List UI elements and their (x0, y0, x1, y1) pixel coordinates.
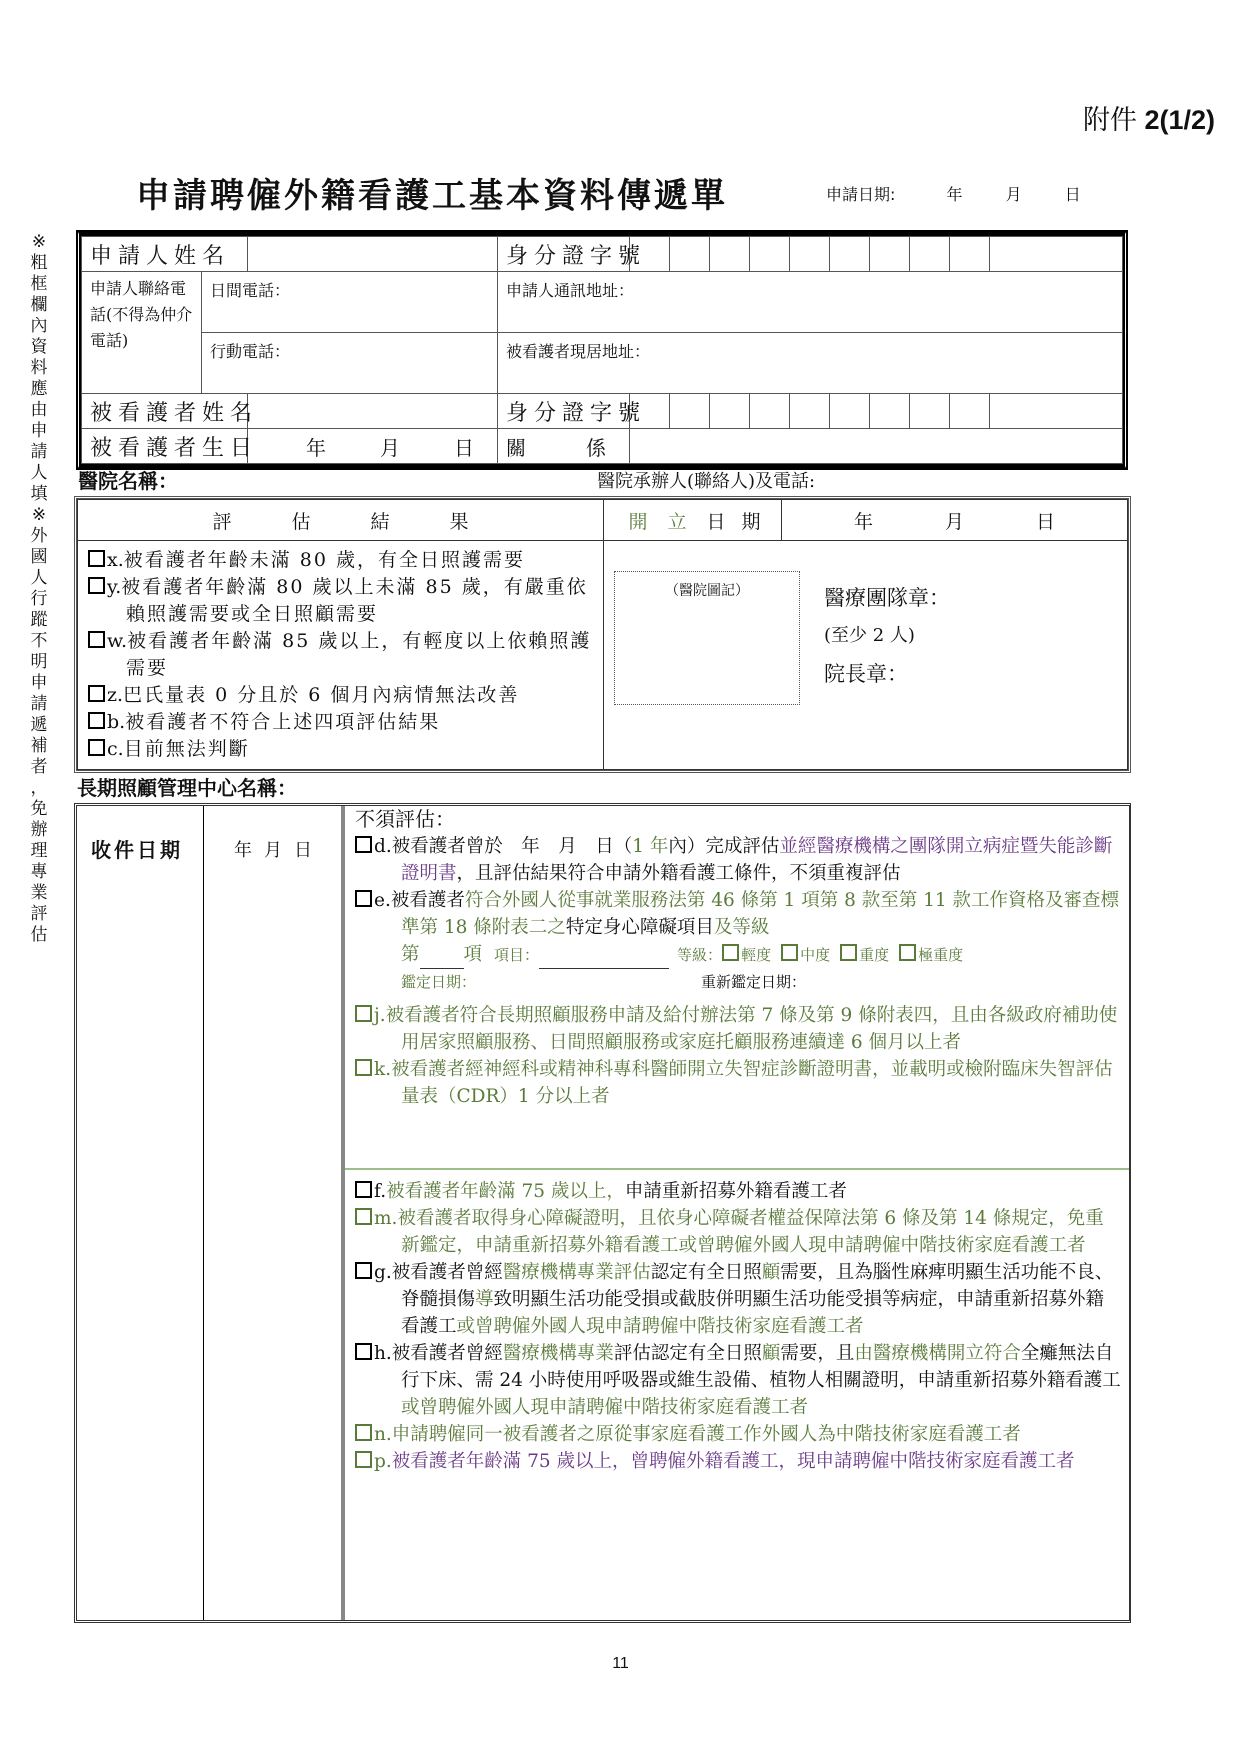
option-text: 內）完成評估 (668, 836, 780, 857)
side-note-char: 欄 (30, 295, 48, 315)
checkbox[interactable] (88, 685, 105, 702)
side-note-char: 業 (30, 883, 48, 903)
team-seal-area (824, 579, 1117, 693)
option-text: 導 (475, 1289, 494, 1310)
option-text: 被看護者經神經科或精神科專科醫師開立失智症診斷證明書，並載明或檢附臨床失智評估量表（CDR）1 分以上者 (391, 1059, 1113, 1107)
patient-id-box[interactable] (750, 394, 790, 429)
hospital-name-label: 醫院名稱： (78, 469, 178, 493)
option-text: 被看護者年齡未滿 80 歲，有全日照護需要 (123, 549, 526, 571)
receive-date-cell[interactable] (204, 806, 345, 1620)
checkbox[interactable] (355, 1005, 372, 1022)
attachment-label (1083, 98, 1215, 137)
option-text: 或曾聘僱外國人現申請聘僱中階技術家庭看護工者 (401, 1397, 809, 1418)
day-phone-field[interactable]: 日間電話： (202, 272, 498, 333)
grade-label: 極重度 (918, 946, 964, 964)
patient-address-field[interactable]: 被看護者現居地址： (498, 333, 1123, 394)
patient-id-box[interactable] (670, 394, 710, 429)
applicant-id-box[interactable] (670, 237, 710, 272)
checkbox[interactable] (840, 944, 857, 961)
grade-label: 中度 (800, 946, 831, 964)
issue-date-char: 期 (741, 510, 761, 533)
checkbox[interactable] (355, 1059, 372, 1076)
attachment-number: 2(1/2) (1144, 105, 1215, 135)
option-code: f. (374, 1181, 387, 1202)
grade-group (677, 946, 973, 964)
side-note-char: 料 (30, 358, 48, 378)
side-note-char: 粗 (30, 253, 48, 273)
checkbox[interactable] (88, 631, 105, 648)
option-code: y. (107, 576, 122, 598)
application-date-day: 日 (1064, 185, 1081, 204)
option-g[interactable] (355, 1259, 1121, 1340)
side-note-char: 申 (30, 673, 48, 693)
option-text: 醫療機構專業 (502, 1343, 614, 1364)
option-e[interactable] (355, 887, 1121, 941)
issue-date-day: 日 (1036, 510, 1056, 533)
option-code: b. (107, 711, 126, 733)
birth-year: 年 (306, 435, 327, 460)
side-note-char: 遞 (30, 715, 48, 735)
option-text: 顧 (761, 1262, 781, 1283)
option-text: 申請聘僱同一被看護者之原從事家庭看護工作外國人為中階技術家庭看護工者 (391, 1424, 1021, 1445)
application-date[interactable] (826, 182, 1081, 205)
patient-id-box[interactable] (790, 394, 830, 429)
eval-header-char: 結 (370, 510, 390, 533)
side-note-char: 免 (30, 799, 48, 819)
receive-date (234, 836, 324, 862)
eval-option[interactable] (88, 709, 595, 736)
evaluation-table (74, 496, 1131, 773)
option-text: 特定身心障礙項目 (565, 917, 714, 938)
option-code: c. (107, 738, 124, 760)
relation-field[interactable] (630, 429, 1123, 464)
side-note-char: 請 (30, 442, 48, 462)
side-note-char: 蹤 (30, 610, 48, 630)
side-note-char: 補 (30, 736, 48, 756)
side-note-char: 由 (30, 400, 48, 420)
side-note-char: 資 (30, 337, 48, 357)
option-code: k. (374, 1059, 392, 1080)
option-text: 被看護者取得身心障礙證明，且依身心障礙者權益保障法第 6 條及第 14 條規定，免重新鑑定，申請重新招募外籍看護工或曾聘僱外國人現申請聘僱中階技術家庭看護工者 (397, 1208, 1104, 1256)
issue-date-char: 立 (667, 510, 687, 533)
checkbox[interactable] (355, 890, 372, 907)
checkbox[interactable] (355, 1424, 372, 1441)
relation-label: 關 係 (498, 429, 630, 464)
eval-header-char: 果 (449, 510, 469, 533)
issue-date-char: 開 (628, 510, 648, 533)
applicant-id-box[interactable] (950, 237, 990, 272)
side-note (28, 232, 50, 946)
recruit-section (345, 1172, 1129, 1475)
option-f[interactable] (355, 1178, 1121, 1205)
option-text: 被看護者曾於 年 月 日（ (391, 836, 633, 857)
issue-date-label (604, 500, 782, 541)
side-note-char: ※ (31, 232, 47, 252)
applicant-table (76, 230, 1128, 470)
applicant-id-box[interactable] (990, 237, 1123, 272)
patient-birth-field[interactable] (248, 429, 498, 464)
receive-month: 月 (264, 840, 282, 861)
side-note-char: 專 (30, 862, 48, 882)
side-note-char: 行 (30, 589, 48, 609)
grade-label: 輕度 (741, 946, 772, 964)
patient-name-label: 被看護者姓名 (82, 394, 248, 429)
issue-date-year: 年 (853, 510, 873, 533)
eval-option[interactable] (88, 628, 595, 682)
side-note-char: 者 (30, 757, 48, 777)
option-text: 全癱無法自行下床、需 24 小時使用呼吸器或維生設備、植物人相關證明，申請重新招募外籍看護工 (401, 1343, 1121, 1391)
applicant-name-label: 申請人姓名 (82, 237, 248, 272)
option-text: 需要，且為腦性麻痺明顯生活功能不良、脊髓損傷 (401, 1262, 1114, 1310)
no-eval-heading: 不須評估： (355, 807, 455, 831)
side-note-char: 理 (30, 841, 48, 861)
eval-header-char: 估 (291, 510, 311, 533)
option-code: h. (374, 1343, 392, 1364)
grade-option[interactable] (722, 946, 771, 964)
contact-label: 申請人聯絡電話(不得為仲介電話) (82, 272, 202, 394)
receive-year: 年 (234, 840, 252, 861)
checkbox[interactable] (355, 1208, 372, 1225)
option-text: 需要，且 (780, 1343, 855, 1364)
side-note-char: 框 (30, 274, 48, 294)
issue-date-month: 月 (944, 510, 964, 533)
issue-date-char: 日 (706, 510, 726, 533)
ltc-criteria (345, 806, 1129, 1620)
option-text: 被看護者曾經 (391, 1343, 503, 1364)
option-code: p. (374, 1451, 392, 1472)
item-field[interactable] (539, 948, 669, 969)
applicant-name-field[interactable] (248, 237, 498, 272)
option-text: 1 年 (632, 836, 669, 857)
eval-option[interactable] (88, 736, 595, 763)
hospital-seal-box[interactable]: （醫院圖記） (614, 571, 800, 705)
side-note-char: 申 (30, 421, 48, 441)
patient-id-box[interactable] (830, 394, 870, 429)
disability-item-line (355, 941, 1121, 969)
option-code: z. (107, 684, 124, 706)
receive-date-label: 收件日期 (91, 838, 183, 862)
option-text: 被看護者年齡滿 80 歲以上未滿 85 歲，有嚴重依賴照護需要或全日照顧需要 (121, 576, 588, 625)
receive-label-cell (77, 806, 204, 1620)
item-number-field[interactable] (420, 948, 464, 969)
applicant-id-box[interactable] (790, 237, 830, 272)
side-note-char: 人 (30, 568, 48, 588)
option-text: 被看護者年齡滿 75 歲以上， (386, 1181, 625, 1202)
seal-area (604, 541, 1128, 770)
option-text: 巴氏量表 0 分且於 6 個月內病情無法改善 (123, 684, 520, 706)
checkbox[interactable] (899, 944, 916, 961)
side-note-char: 國 (30, 547, 48, 567)
option-text: 被看護者年齡滿 85 歲以上，有輕度以上依賴照護需要 (126, 630, 592, 679)
option-code: d. (374, 836, 392, 857)
option-text: 被看護者年齡滿 75 歲以上，曾聘僱外籍看護工，現申請聘僱中階技術家庭看護工者 (391, 1451, 1075, 1472)
grade-label: 等級： (677, 946, 723, 964)
team-seal-note: (至少 2 人) (824, 625, 915, 646)
eval-header (78, 500, 604, 541)
option-text: 評估認定有全日照 (613, 1343, 762, 1364)
option-text: 並經醫療機構之團隊開立病症暨失能診斷證明書 (401, 836, 1113, 884)
option-d[interactable] (355, 833, 1121, 887)
application-date-month: 月 (1005, 185, 1022, 204)
applicant-id-box[interactable] (910, 237, 950, 272)
grade-option[interactable] (781, 946, 830, 964)
birth-day: 日 (454, 435, 475, 460)
checkbox[interactable] (781, 944, 798, 961)
option-text: 及等級 (713, 917, 770, 938)
director-seal-label: 院長章： (824, 662, 908, 686)
option-p[interactable] (355, 1448, 1121, 1475)
option-text: 申請重新招募外籍看護工者 (624, 1181, 847, 1202)
option-text: ，且評估結果符合申請外籍看護工條件，不須重複評估 (456, 863, 901, 884)
option-text: 致明顯生活功能受損或截肢併明顯生活功能受損等病症，申請重新招募外籍看護工 (401, 1289, 1105, 1337)
checkbox[interactable] (722, 944, 739, 961)
grade-option[interactable] (899, 946, 963, 964)
grade-option[interactable] (840, 946, 889, 964)
item-suffix: 項 (463, 944, 483, 965)
applicant-address-field[interactable]: 申請人通訊地址： (498, 272, 1123, 333)
side-note-char: 不 (30, 631, 48, 651)
ltc-center-name-label: 長期照顧管理中心名稱： (77, 776, 297, 800)
ltc-table (74, 803, 1131, 1623)
option-text: 由醫療機構開立符合 (854, 1343, 1021, 1364)
checkbox[interactable] (88, 577, 105, 594)
patient-id-label: 身分證字號 (498, 394, 630, 429)
option-text: 被看護者 (390, 890, 465, 911)
eval-header-char: 評 (212, 510, 232, 533)
application-date-label: 申請日期: (826, 185, 896, 204)
checkbox[interactable] (88, 550, 105, 567)
patient-id-box[interactable] (990, 394, 1123, 429)
side-note-char: ※ (31, 505, 47, 525)
patient-name-field[interactable] (248, 394, 498, 429)
side-note-char: 估 (30, 925, 48, 945)
option-k[interactable] (355, 1056, 1121, 1110)
side-note-char: 明 (30, 652, 48, 672)
applicant-id-box[interactable] (710, 237, 750, 272)
applicant-id-label: 身分證字號 (498, 237, 630, 272)
option-text: 目前無法判斷 (123, 738, 250, 760)
side-note-char: 評 (30, 904, 48, 924)
checkbox[interactable] (355, 1181, 372, 1198)
mobile-phone-field[interactable]: 行動電話： (202, 333, 498, 394)
application-date-year: 年 (946, 185, 963, 204)
reassess-date-label[interactable]: 重新鑑定日期： (701, 973, 807, 991)
eval-option[interactable] (88, 574, 595, 628)
side-note-char: 內 (30, 316, 48, 336)
applicant-id-box[interactable] (870, 237, 910, 272)
assess-date-line (355, 969, 1121, 996)
option-code: e. (374, 890, 391, 911)
side-note-char: 填 (30, 484, 48, 504)
patient-id-box[interactable] (910, 394, 950, 429)
option-text: 醫療機構專業評估 (502, 1262, 651, 1283)
patient-id-box[interactable] (870, 394, 910, 429)
page-title: 申請聘僱外籍看護工基本資料傳遞單 (136, 176, 728, 216)
option-code: w. (107, 630, 128, 652)
attachment-prefix: 附件 (1082, 105, 1145, 135)
checkbox[interactable] (355, 1343, 372, 1360)
side-note-char: 人 (30, 463, 48, 483)
checkbox[interactable] (88, 739, 105, 756)
hospital-contact-label: 醫院承辦人(聯絡人)及電話: (597, 471, 816, 492)
no-eval-section (345, 806, 1129, 1170)
assess-date-label[interactable]: 鑑定日期： (401, 973, 477, 991)
option-text: 被看護者不符合上述四項評估結果 (125, 711, 441, 733)
patient-id-box[interactable] (710, 394, 750, 429)
checkbox[interactable] (355, 1451, 372, 1468)
checkbox[interactable] (355, 836, 372, 853)
option-m[interactable] (355, 1205, 1121, 1259)
option-text: 符合外國人從事就業服務法第 46 條第 1 項第 8 款至第 11 款工作資格及審查標準第 18 條附表二之 (401, 890, 1120, 938)
item-label: 項目： (494, 946, 540, 964)
applicant-id-box[interactable] (830, 237, 870, 272)
eval-options (78, 541, 604, 770)
eval-option[interactable] (88, 682, 595, 709)
patient-birth-label: 被看護者生日 (82, 429, 248, 464)
item-prefix: 第 (401, 944, 420, 965)
option-text: 或曾聘僱外國人現申請聘僱中階技術家庭看護工者 (456, 1316, 864, 1337)
receive-day: 日 (294, 840, 312, 861)
side-note-char: 辦 (30, 820, 48, 840)
option-text: 被看護者曾經 (391, 1262, 503, 1283)
patient-id-box[interactable] (950, 394, 990, 429)
option-text: 被看護者符合長期照顧服務申請及給付辦法第 7 條及第 9 條附表四，且由各級政府補助使用居家照顧服務、日間照顧服務或家庭托顧服務連續達 6 個月以上者 (385, 1005, 1118, 1053)
team-seal-label: 醫療團隊章： (824, 586, 950, 610)
checkbox[interactable] (355, 1262, 372, 1279)
option-text: 顧 (761, 1343, 781, 1364)
option-code: g. (374, 1262, 392, 1283)
issue-date-field[interactable] (782, 500, 1128, 541)
option-h[interactable] (355, 1340, 1121, 1421)
option-j[interactable] (355, 1002, 1121, 1056)
grade-label: 重度 (859, 946, 890, 964)
side-note-char: 請 (30, 694, 48, 714)
birth-month: 月 (380, 435, 401, 460)
option-code: n. (374, 1424, 392, 1445)
option-code: m. (374, 1208, 398, 1229)
checkbox[interactable] (88, 712, 105, 729)
option-code: x. (107, 549, 124, 571)
page-number: 11 (612, 1655, 629, 1672)
applicant-id-box[interactable] (750, 237, 790, 272)
option-n[interactable] (355, 1421, 1121, 1448)
option-text: 認定有全日照 (650, 1262, 762, 1283)
side-note-char: ， (30, 778, 48, 798)
side-note-char: 外 (30, 526, 48, 546)
side-note-char: 應 (30, 379, 48, 399)
option-code: j. (374, 1005, 386, 1026)
eval-option[interactable] (88, 547, 595, 574)
